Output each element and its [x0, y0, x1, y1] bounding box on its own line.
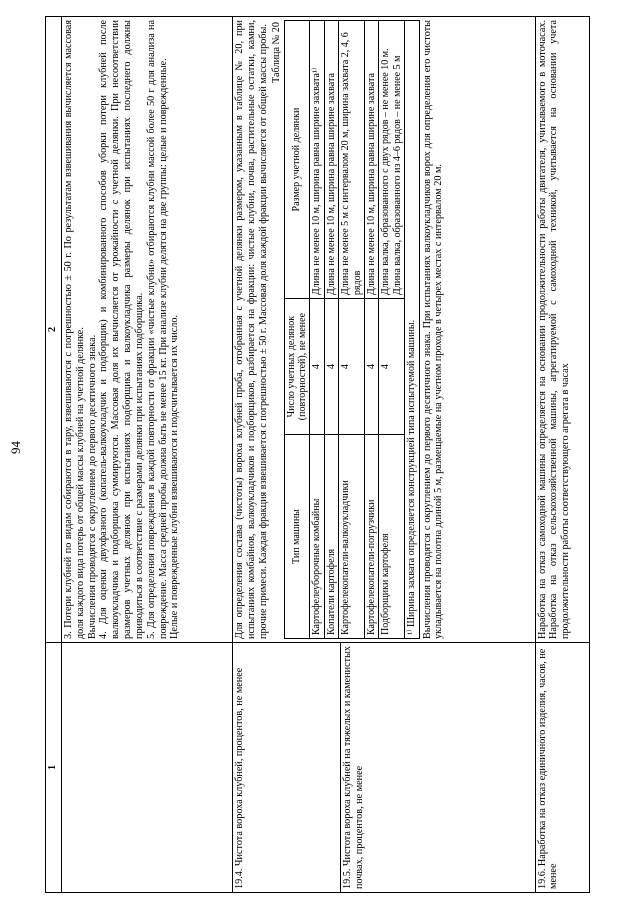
regulation-table: [45, 16, 590, 893]
table-20: [284, 20, 420, 639]
paragraph: Для определения состава (чистоты) вороха клубней проба, отобранная с учетной делянки размером, указанным в таблице № 20, при испытаниях комбайнов, валкоукладчиков и подборщиков, разбирается на фракции: чистые клубни, почва, растительные остатки, камни, прочие примеси. Каждая фракция взвешивается с погрешностью ± 50 г. Массовая доля каждой фракции вычисляется от общей массы пробы.: [234, 20, 270, 639]
row-text-losses: [62, 17, 233, 643]
table-20-row: [365, 21, 379, 639]
cell-machine: Подборщики картофеля: [379, 435, 405, 639]
footnote-text: ¹⁾ Ширина захвата определяется конструкцией типа испытуемой машины.: [406, 319, 418, 635]
table-20-footnote-row: [405, 21, 419, 639]
row-text-19-6: [535, 17, 589, 643]
cell-size: Длина не менее 10 м, ширина равна ширине захвата¹⁾: [310, 21, 324, 299]
header-machine-type: Тип машины: [284, 435, 310, 639]
row-label-19-5: 19.5. Чистота вороха клубней на тяжелых и каменистых почвах, процентов, не менее: [341, 643, 535, 893]
cell-count: 4: [310, 299, 324, 435]
table-row-19-6: [535, 17, 589, 893]
cell-machine: Картофелекопатели-валкоукладчики: [339, 435, 365, 639]
paragraph: Вычисления проводятся с округлением до первого десятичного знака. При испытаниях валкоукладчиков ворох для определения его чистоты укладывается на полотна длиной 5 м, размещаемые на учетном проходе в четырех местах с интервалом 20 м.: [421, 20, 445, 639]
cell-count: 4: [339, 299, 365, 435]
paragraph: 3. Потери клубней по видам собираются в тару, взвешиваются с погрешностью ± 50 г. По результатам взвешивания вычисляется массовая доля каждого вида потерь от общей массы клубней на учетной делянке.: [63, 20, 86, 639]
header-plot-size: Размер учетной делянки: [284, 21, 310, 299]
paragraph: Целые и поврежденные клубни взвешиваются и подсчитывается их число.: [169, 314, 181, 639]
table-header-row: [46, 17, 62, 893]
cell-count: 4: [379, 299, 405, 435]
table-20-row: [310, 21, 324, 639]
paragraph: Наработка на отказ самоходной машины определяется на основании продолжительности работы двигателя, учитываемого в моточасах. Наработка на отказ сельскохозяйственной машины, агрегатируемой с самоходной техникой, учитывается на основании учета продолжительности работы соответствующего агрегата в часах: [536, 20, 572, 639]
paragraph: 5. Для определения повреждения в каждой повторности от фракции «чистые клубни» отбираются клубни массой более 50 г для анализа на повреждение. Масса средней пробы должна быть не менее 15 кг. При анализе клубни делятся на две группы: целые и поврежденные.: [145, 20, 169, 639]
paragraph: Вычисления проводятся с округлением до первого десятичного знака.: [86, 334, 98, 639]
cell-size: Длина не менее 10 м, ширина равна ширине захвата: [365, 21, 379, 299]
row-label-19-4: 19.4. Чистота вороха клубней, процентов, не менее: [233, 643, 341, 893]
page-number: 94: [8, 441, 23, 454]
rotated-page-content: [45, 17, 590, 893]
column-1-header: 1: [46, 643, 62, 893]
cell-size: Длина валка, образованного с двух рядов – не менее 10 м. Длина валка, образованного из 4–6 рядов – не менее 5 м: [379, 21, 405, 299]
table-20-footnote: [405, 21, 419, 639]
cell-size: Длина не менее 5 м с интервалом 20 м, ширина захвата 2, 4, 6 рядов: [339, 21, 365, 299]
paragraph: 4. Для оценки двухфазного (копатель-валкоукладчик и подборщик) и комбинированного способов уборки потери клубней после валкоукладчика и подборщика суммируются. Массовая доля их вычисляется от урожайности с учетной делянки. При несоответствии размеров учетных делянок при испытаниях подборщика и валкоукладчика размеры делянок при испытаниях последнего должны приводиться в соответствие с размерами делянки при испытаниях подборщика.: [98, 20, 145, 639]
cell-machine: Копатели картофеля: [324, 435, 338, 639]
cell-machine: Картофелекопатели-погрузчики: [365, 435, 379, 639]
cell-machine: Картофелеуборочные комбайны: [310, 435, 324, 639]
column-2-header: 2: [46, 17, 62, 643]
cell-count: 4: [324, 299, 338, 435]
row-label-19-6: 19.6. Наработка на отказ единичного изделия, часов, не менее: [535, 643, 589, 893]
table-row-19-4: [233, 17, 341, 893]
row-text-19-4-19-5: [233, 17, 535, 643]
cell-size: Длина не менее 10 м, ширина равна ширине захвата: [324, 21, 338, 299]
table-20-row: [324, 21, 338, 639]
table-20-row: [379, 21, 405, 639]
table-row-continuation: [62, 17, 233, 893]
table-20-row: [339, 21, 365, 639]
table-20-header-row: [284, 21, 310, 639]
cell-count: 4: [365, 299, 379, 435]
row-label-empty: [62, 643, 233, 893]
header-plot-count: Число учетных делянок (повторностей), не менее: [284, 299, 310, 435]
table-20-label: Таблица № 20: [270, 22, 282, 83]
